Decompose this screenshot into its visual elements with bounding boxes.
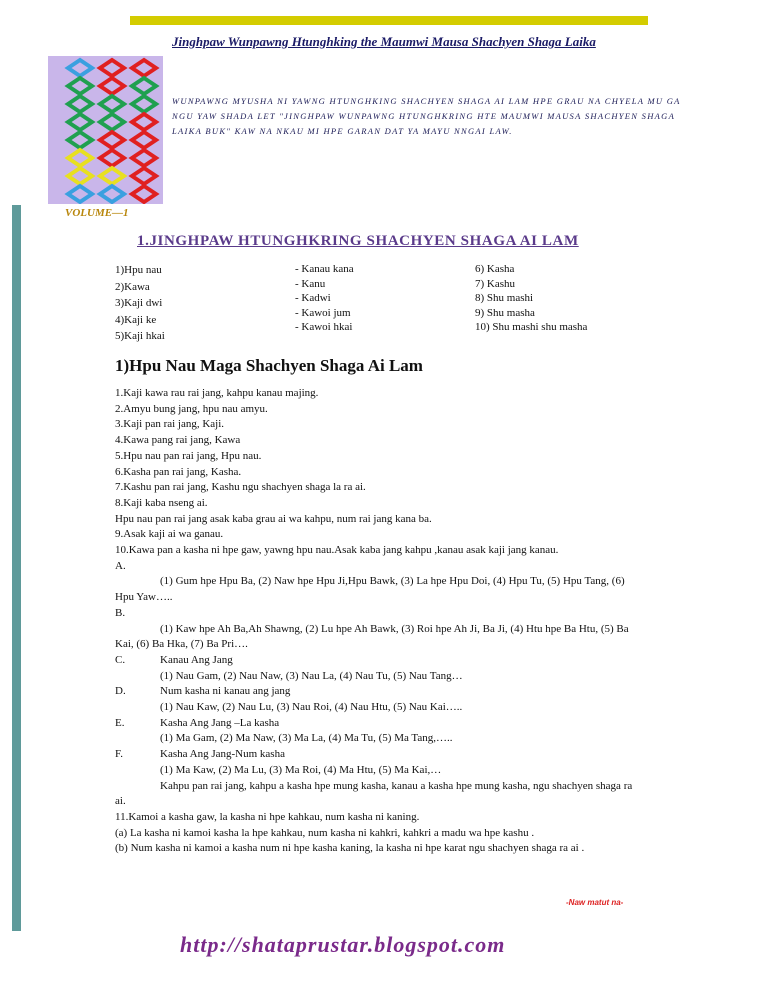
list-item: - Kadwi [295,292,331,305]
list-item: - Kawoi jum [295,306,351,319]
list-item: 7) Kashu [475,277,516,290]
item-text: (1) Gum hpe Hpu Ba, (2) Naw hpe Hpu Ji,Hpu Bawk, (3) La hpe Hpu Doi, (4) Hpu Tu, (5) Hpu Tang, (6) Hpu Yaw….. [115,575,625,604]
text-line: 11.Kamoi a kasha gaw, la kasha ni hpe kahkau, num kasha ni kaning. [115,810,420,823]
item-text: (1) Ma Gam, (2) Ma Naw, (3) Ma La, (4) Ma Tu, (5) Ma Tang,….. [160,732,453,745]
list-item: 4)Kaji ke [115,313,157,326]
text-line: 6.Kasha pan rai jang, Kasha. [115,465,242,478]
list-item: 9) Shu masha [475,306,535,319]
item-row [115,684,655,700]
list-item: - Kawoi hkai [295,321,353,334]
item-label: A. [115,559,126,572]
side-accent-bar [12,205,21,931]
item-text: (1) Nau Gam, (2) Nau Naw, (3) Nau La, (4) Nau Tu, (5) Nau Tang… [160,669,463,682]
text-line: 4.Kawa pang rai jang, Kawa [115,434,241,447]
text-line: 9.Asak kaji ai wa ganau. [115,528,224,541]
body-text [115,386,655,857]
item-text: (1) Kaw hpe Ah Ba,Ah Shawng, (2) Lu hpe Ah Bawk, (3) Roi hpe Ah Ji, Ba Ji, (4) Htu hpe Ba Htu, (5) Ba Kai, (6) Ba Hka, (7) Ba Pri…. [115,622,629,651]
text-line: 5.Hpu nau pan rai jang, Hpu nau. [115,449,262,462]
decorative-pattern-logo [48,56,163,204]
text-line: Hpu nau pan rai jang asak kaba grau ai wa kahpu, num rai jang kana ba. [115,512,432,525]
continued-note: -Naw matut na- [566,898,624,907]
relation-list-col2 [295,262,354,335]
item-label: E. [115,716,125,729]
text-line: 3.Kaji pan rai jang, Kaji. [115,418,225,431]
relation-list-col1 [115,262,165,345]
list-item: 3)Kaji dwi [115,297,163,309]
item-text: (1) Nau Kaw, (2) Nau Lu, (3) Nau Roi, (4) Nau Htu, (5) Nau Kai….. [160,701,463,714]
list-item: - Kanu [295,277,326,290]
list-item: 5)Kaji hkai [115,330,165,342]
item-title: Num kasha ni kanau ang jang [160,685,291,698]
item-row [115,716,655,732]
item-text: (1) Ma Kaw, (2) Ma Lu, (3) Ma Roi, (4) Ma Htu, (5) Ma Kai,… [160,763,442,776]
text-line: 2.Amyu bung jang, hpu nau amyu. [115,402,268,415]
list-item: 8) Shu mashi [475,292,534,305]
item-label: B. [115,606,126,619]
closing-paragraph: Kahpu pan rai jang, kahpu a kasha hpe mung kasha, kanau a kasha hpe mung kasha, ngu shachyen shaga ra ai. [115,779,633,808]
text-line: 7.Kashu pan rai jang, Kashu ngu shachyen shaga la ra ai. [115,481,366,494]
document-title: Jinghpaw Wunpawng Htunghking the Maumwi Mausa Shachyen Shaga Laika [172,34,596,49]
top-accent-bar [130,16,648,25]
list-item: 1)Hpu nau [115,264,162,276]
text-line: (a) La kasha ni kamoi kasha la hpe kahkau, num kasha ni kahkri, kahkri a madu wa hpe kashu . [115,826,535,839]
list-item: 6) Kasha [475,263,515,275]
section-heading: 1.JINGHPAW HTUNGHKRING SHACHYEN SHAGA AI LAM [137,233,579,249]
text-line: (b) Num kasha ni kamoi a kasha num ni hpe kasha kaning, la kasha ni hpe karat ngu shachyen shaga ra ai . [115,842,585,855]
item-label: F. [115,748,123,761]
item-label: D. [115,685,126,698]
relation-list-col3 [475,262,587,335]
item-row [115,747,655,763]
item-label: C. [115,653,126,666]
list-item: - Kanau kana [295,263,354,275]
item-title: Kasha Ang Jang-Num kasha [160,748,285,761]
item-row [115,653,655,669]
text-line: 1.Kaji kawa rau rai jang, kahpu kanau majing. [115,387,319,399]
intro-paragraph: WUNPAWNG MYUSHA NI YAWNG HTUNGHKING SHACHYEN SHAGA AI LAM HPE GRAU NA CHYELA MU GA NGU YAW SHADA LET "JINGHPAW WUNPAWNG HTUNGHKRING HTE MAUMWI MAUSA SHACHYEN SHAGA LAIKA BUK" KAW NA NKAU MI HPE GARAN DAT YA MAYU NNGAI LAW. [172,96,681,136]
subsection-heading: 1)Hpu Nau Maga Shachyen Shaga Ai Lam [115,356,423,375]
item-title: Kasha Ang Jang –La kasha [160,716,280,729]
item-title: Kanau Ang Jang [160,653,233,666]
list-item: 2)Kawa [115,280,150,293]
volume-label: VOLUME—1 [65,207,129,219]
text-line: 8.Kaji kaba nseng ai. [115,496,208,509]
list-item: 10) Shu mashi shu masha [475,321,588,334]
text-line: 10.Kawa pan a kasha ni hpe gaw, yawng hpu nau.Asak kaba jang kahpu ,kanau asak kaji jang kanau. [115,544,559,557]
blog-url[interactable]: http://shataprustar.blogspot.com [180,932,506,957]
